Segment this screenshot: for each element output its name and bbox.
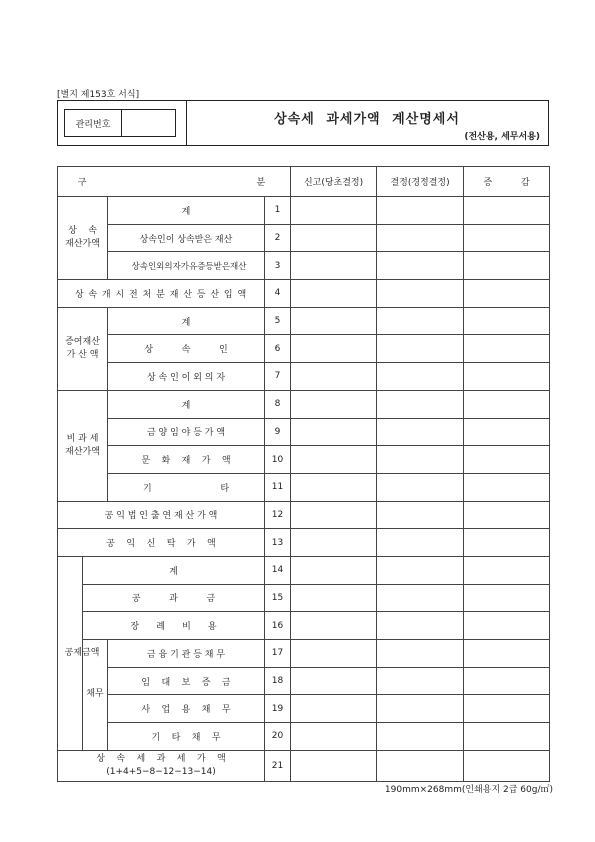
row-label: 장 례 비 용 <box>83 612 265 640</box>
report-cell[interactable] <box>291 363 377 391</box>
report-cell[interactable] <box>291 612 377 640</box>
change-cell[interactable] <box>464 418 550 446</box>
row-label: 계 <box>108 307 265 335</box>
table-row <box>58 197 550 225</box>
decision-cell[interactable] <box>377 695 464 723</box>
decision-cell[interactable] <box>377 307 464 335</box>
decision-cell[interactable] <box>377 473 464 501</box>
decision-cell[interactable] <box>377 418 464 446</box>
report-cell[interactable] <box>291 197 377 225</box>
decision-cell[interactable] <box>377 224 464 252</box>
column-header-report: 신고(당초결정) <box>291 167 377 197</box>
row-label: 상속인외의자가유증등받은재산 <box>108 252 265 280</box>
row-label: 상 속 개 시 전 처 분 재 산 등 산 입 액 <box>58 280 265 308</box>
report-cell[interactable] <box>291 667 377 695</box>
row-number: 5 <box>265 307 291 335</box>
row-label: 공 과 금 <box>83 584 265 612</box>
table-row <box>58 667 550 695</box>
report-cell[interactable] <box>291 307 377 335</box>
change-cell[interactable] <box>464 252 550 280</box>
row-label: 임 대 보 증 금 <box>108 667 265 695</box>
change-cell[interactable] <box>464 501 550 529</box>
row-label: 상 속 인 이 외 의 자 <box>108 363 265 391</box>
table-row <box>58 556 550 584</box>
row-number: 16 <box>265 612 291 640</box>
row-label-total <box>58 750 265 781</box>
table-header-row <box>58 167 550 197</box>
report-cell[interactable] <box>291 446 377 474</box>
row-number: 20 <box>265 723 291 751</box>
decision-cell[interactable] <box>377 529 464 557</box>
row-label: 상속인이 상속받은 재산 <box>108 224 265 252</box>
row-number: 9 <box>265 418 291 446</box>
report-cell[interactable] <box>291 584 377 612</box>
decision-cell[interactable] <box>377 335 464 363</box>
group-label-deduct-text: 공제금액 <box>64 647 100 658</box>
decision-cell[interactable] <box>377 584 464 612</box>
report-cell[interactable] <box>291 501 377 529</box>
change-cell[interactable] <box>464 750 550 781</box>
report-cell[interactable] <box>291 640 377 668</box>
change-cell[interactable] <box>464 640 550 668</box>
table-row <box>58 446 550 474</box>
form-number: [별지 제153호 서식] <box>57 90 140 100</box>
report-cell[interactable] <box>291 280 377 308</box>
row-number: 13 <box>265 529 291 557</box>
change-cell[interactable] <box>464 390 550 418</box>
table-row <box>58 252 550 280</box>
row-label: 기 타 <box>108 473 265 501</box>
report-cell[interactable] <box>291 335 377 363</box>
table-row <box>58 501 550 529</box>
change-cell[interactable] <box>464 667 550 695</box>
table-row <box>58 612 550 640</box>
column-header-category: 구 분 <box>58 167 291 197</box>
row-label: 계 <box>108 197 265 225</box>
row-number: 1 <box>265 197 291 225</box>
table-row <box>58 307 550 335</box>
row-number: 14 <box>265 556 291 584</box>
row-number: 12 <box>265 501 291 529</box>
table-row <box>58 418 550 446</box>
form-header <box>57 100 549 146</box>
table-row <box>58 363 550 391</box>
group-label-nontax: 비 과 세 재산가액 <box>58 390 108 501</box>
report-cell[interactable] <box>291 529 377 557</box>
table-row <box>58 529 550 557</box>
report-cell[interactable] <box>291 695 377 723</box>
row-label: 공 익 신 탁 가 액 <box>58 529 265 557</box>
form-title: 상속세 과세가액 계산명세서 <box>274 112 460 127</box>
table-row <box>58 335 550 363</box>
report-cell[interactable] <box>291 473 377 501</box>
change-cell[interactable] <box>464 363 550 391</box>
report-cell[interactable] <box>291 556 377 584</box>
decision-cell[interactable] <box>377 556 464 584</box>
report-cell[interactable] <box>291 723 377 751</box>
row-number: 7 <box>265 363 291 391</box>
management-number-label: 관리번호 <box>65 110 122 136</box>
report-cell[interactable] <box>291 418 377 446</box>
decision-cell[interactable] <box>377 280 464 308</box>
row-number: 2 <box>265 224 291 252</box>
table-row <box>58 695 550 723</box>
decision-cell[interactable] <box>377 197 464 225</box>
row-number: 11 <box>265 473 291 501</box>
row-number: 18 <box>265 667 291 695</box>
row-label: 상 속 세 과 세 가 액 <box>96 753 226 764</box>
decision-cell[interactable] <box>377 640 464 668</box>
row-number: 19 <box>265 695 291 723</box>
row-number: 4 <box>265 280 291 308</box>
change-cell[interactable] <box>464 695 550 723</box>
row-number: 17 <box>265 640 291 668</box>
row-label: 금 융 기 관 등 채 무 <box>108 640 265 668</box>
decision-cell[interactable] <box>377 612 464 640</box>
change-cell[interactable] <box>464 723 550 751</box>
change-cell[interactable] <box>464 446 550 474</box>
decision-cell[interactable] <box>377 667 464 695</box>
group-label-inherit: 상 속 재산가액 <box>58 197 108 280</box>
report-cell[interactable] <box>291 252 377 280</box>
change-cell[interactable] <box>464 280 550 308</box>
table-row <box>58 723 550 751</box>
row-number: 21 <box>265 750 291 781</box>
column-header-change: 증 감 <box>464 167 550 197</box>
decision-cell[interactable] <box>377 723 464 751</box>
decision-cell[interactable] <box>377 446 464 474</box>
change-cell[interactable] <box>464 473 550 501</box>
decision-cell[interactable] <box>377 363 464 391</box>
report-cell[interactable] <box>291 750 377 781</box>
row-number: 6 <box>265 335 291 363</box>
decision-cell[interactable] <box>377 390 464 418</box>
row-label: 기 타 채 무 <box>108 723 265 751</box>
change-cell[interactable] <box>464 612 550 640</box>
change-cell[interactable] <box>464 307 550 335</box>
table-row <box>58 640 550 668</box>
row-label: 계 <box>108 390 265 418</box>
row-formula: (1+4+5−8−12−13−14) <box>106 766 216 777</box>
change-cell[interactable] <box>464 197 550 225</box>
table-row <box>58 473 550 501</box>
change-cell[interactable] <box>464 335 550 363</box>
row-number: 15 <box>265 584 291 612</box>
table-row <box>58 584 550 612</box>
change-cell[interactable] <box>464 556 550 584</box>
management-number-box <box>64 109 176 137</box>
change-cell[interactable] <box>464 529 550 557</box>
calculation-table <box>57 166 550 782</box>
table-row <box>58 750 550 781</box>
change-cell[interactable] <box>464 584 550 612</box>
row-label: 계 <box>83 556 265 584</box>
row-label: 상 속 인 <box>108 335 265 363</box>
table-row <box>58 224 550 252</box>
management-number-field[interactable] <box>122 110 175 136</box>
row-label: 공 익 법 인 출 연 재 산 가 액 <box>58 501 265 529</box>
group-label-gift: 증여재산 가 산 액 <box>58 307 108 390</box>
row-label: 사 업 용 채 무 <box>108 695 265 723</box>
decision-cell[interactable] <box>377 750 464 781</box>
change-cell[interactable] <box>464 224 550 252</box>
group-label-debt: 채무 <box>83 640 108 751</box>
paper-spec: 190mm×268mm(인쇄용지 2급 60g/㎡) <box>384 785 553 795</box>
row-number: 8 <box>265 390 291 418</box>
report-cell[interactable] <box>291 224 377 252</box>
form-subtitle: (전산용, 세무서용) <box>464 132 540 142</box>
column-header-decision: 결정(경정결정) <box>377 167 464 197</box>
report-cell[interactable] <box>291 390 377 418</box>
row-label: 문 화 재 가 액 <box>108 446 265 474</box>
row-number: 10 <box>265 446 291 474</box>
decision-cell[interactable] <box>377 501 464 529</box>
table-row <box>58 280 550 308</box>
decision-cell[interactable] <box>377 252 464 280</box>
table-row <box>58 390 550 418</box>
row-number: 3 <box>265 252 291 280</box>
row-label: 금 양 임 야 등 가 액 <box>108 418 265 446</box>
